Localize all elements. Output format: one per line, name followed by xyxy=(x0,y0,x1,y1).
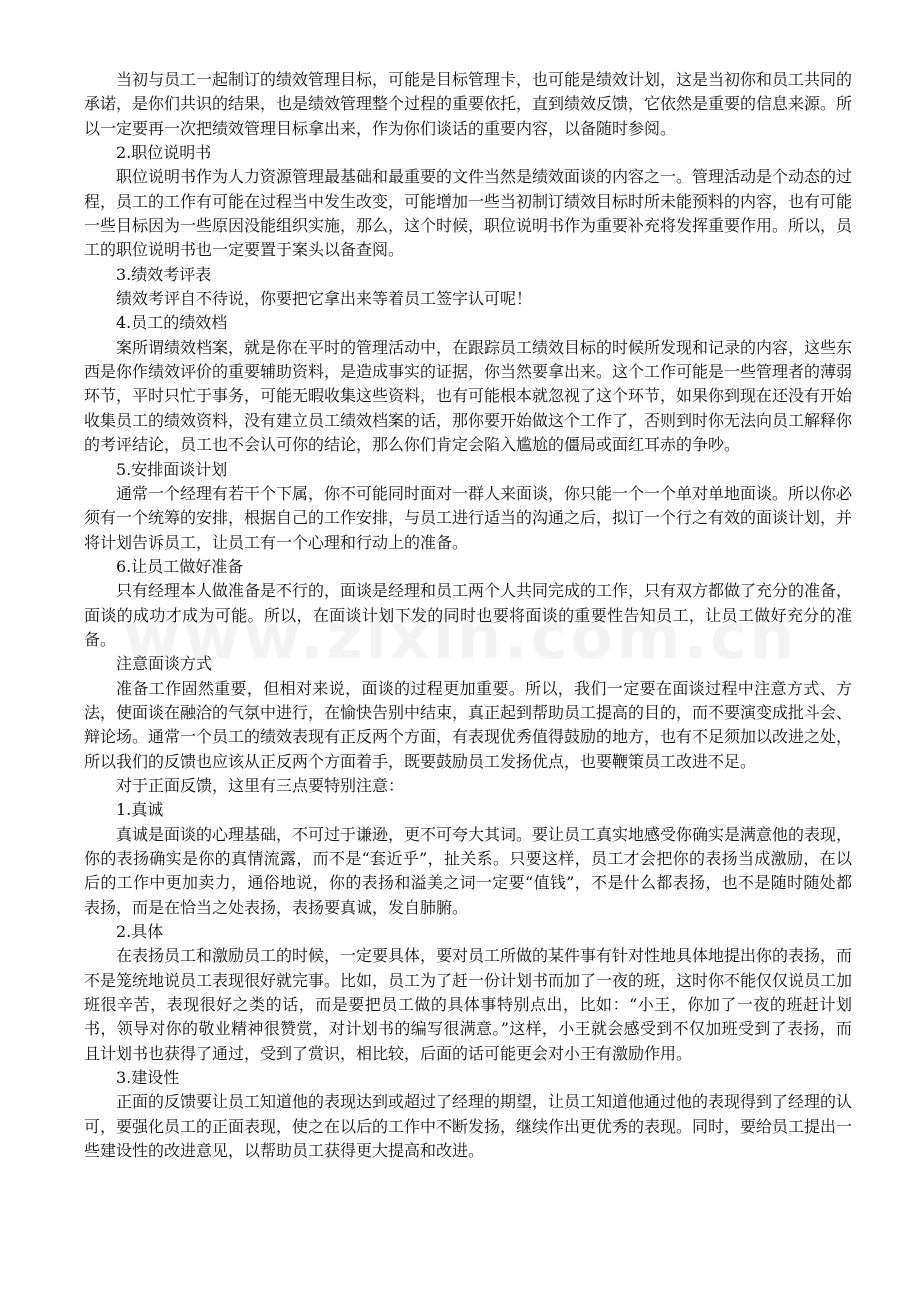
paragraph-evaluation-form: 绩效考评自不待说，你要把它拿出来等着员工签字认可呢！ xyxy=(116,289,533,309)
heading-specific: 2.具体 xyxy=(116,922,164,942)
heading-interview-method: 注意面谈方式 xyxy=(116,654,213,674)
heading-performance-file: 4.员工的绩效档 xyxy=(116,313,228,333)
heading-employee-preparation: 6.让员工做好准备 xyxy=(116,556,244,576)
paragraph-constructive: 正面的反馈要让员工知道他的表现达到或超过了经理的期望，让员工知道他通过他的表现得到了经理的认可，要强化员工的正面表现，使之在以后的工作中不断发扬，继续作出更优秀的表现。同时，要给员工提出一些建设性的改进意见，以帮助员工获得更大提高和改进。 xyxy=(84,1092,853,1161)
heading-evaluation-form: 3.绩效考评表 xyxy=(116,264,212,284)
paragraph-interview-method: 准备工作固然重要，但相对来说，面谈的过程更加重要。所以，我们一定要在面谈过程中注意方式、方法，使面谈在融洽的气氛中进行，在愉快告别中结束，真正起到帮助员工提高的目的，而不要演变成批斗会、辩论场。通常一个员工的绩效表现有正反两个方面，有表现优秀值得鼓励的地方，也有不足须加以改进之处，所以我们的反馈也应该从正反两个方面着手，既要鼓励员工发扬优点，也要鞭策员工改进不足。 xyxy=(84,678,853,771)
paragraph-specific: 在表扬员工和激励员工的时候，一定要具体，要对员工所做的某件事有针对性地具体地提出你的表扬，而不是笼统地说员工表现很好就完事。比如，员工为了赶一份计划书而加了一夜的班，这时你不能仅仅说员工加班很辛苦，表现很好之类的话，而是要把员工做的具体事特别点出，比如：“小王，你加了一夜的班赶计划书，领导对你的敬业精神很赞赏，对计划书的编写很满意。”这样，小王就会感受到不仅加班受到了表扬，而且计划书也获得了通过，受到了赏识，相比较，后面的话可能更会对小王有激励作用。 xyxy=(84,946,853,1063)
heading-interview-plan: 5.安排面谈计划 xyxy=(116,459,228,479)
paragraph-interview-plan: 通常一个经理有若干个下属，你不可能同时面对一群人来面谈，你只能一个一个单对单地面谈。所以你必须有一个统筹的安排，根据自己的工作安排，与员工进行适当的沟通之后，拟订一个行之有效的面谈计划，并将计划告诉员工，让员工有一个心理和行动上的准备。 xyxy=(84,483,853,552)
paragraph-employee-preparation: 只有经理本人做准备是不行的，面谈是经理和员工两个人共同完成的工作，只有双方都做了充分的准备，面谈的成功才成为可能。所以，在面谈计划下发的同时也要将面谈的重要性告知员工，让员工做好充分的准备。 xyxy=(84,581,853,649)
paragraph-intro-goals: 当初与员工一起制订的绩效管理目标，可能是目标管理卡，也可能是绩效计划，这是当初你和员工共同的承诺，是你们共识的结果，也是绩效管理整个过程的重要依托，直到绩效反馈，它依然是重要的信息来源。所以一定要再一次把绩效管理目标拿出来，作为你们谈话的重要内容，以备随时参阅。 xyxy=(84,70,853,138)
document-page xyxy=(84,68,852,1163)
heading-job-description: 2.职位说明书 xyxy=(116,143,212,163)
paragraph-positive-feedback-intro: 对于正面反馈，这里有三点要特别注意： xyxy=(116,775,405,795)
paragraph-job-description: 职位说明书作为人力资源管理最基础和最重要的文件当然是绩效面谈的内容之一。管理活动是个动态的过程，员工的工作有可能在过程当中发生改变，可能增加一些当初制订绩效目标时所未能预料的内容，也有可能一些目标因为一些原因没能组织实施，那么，这个时候，职位说明书作为重要补充将发挥重要作用。所以，员工的职位说明书也一定要置于案头以备查阅。 xyxy=(84,167,853,260)
paragraph-performance-file: 案所谓绩效档案，就是你在平时的管理活动中，在跟踪员工绩效目标的时候所发现和记录的内容，这些东西是你作绩效评价的重要辅助资料，是造成事实的证据，你当然要拿出来。这个工作可能是一些管理者的薄弱环节，平时只忙于事务，可能无暇收集这些资料，也有可能根本就忽视了这个环节，如果你到现在还没有开始收集员工的绩效资料，没有建立员工绩效档案的话，那你要开始做这个工作了，否则到时你无法向员工解释你的考评结论，员工也不会认可你的结论，那么你们肯定会陷入尴尬的僵局或面红耳赤的争吵。 xyxy=(84,337,853,455)
paragraph-sincerity: 真诚是面谈的心理基础，不可过于谦逊，更不可夸大其词。要让员工真实地感受你确实是满意他的表现，你的表扬确实是你的真情流露，而不是“套近乎”，扯关系。只要这样，员工才会把你的表扬当成激励，在以后的工作中更加卖力，通俗地说，你的表扬和溢美之词一定要“值钱”，不是什么都表扬，也不是随时随处都表扬，而是在恰当之处表扬，表扬要真诚，发自肺腑。 xyxy=(84,824,853,917)
heading-constructive: 3.建设性 xyxy=(116,1068,180,1088)
heading-sincerity: 1.真诚 xyxy=(116,800,164,820)
